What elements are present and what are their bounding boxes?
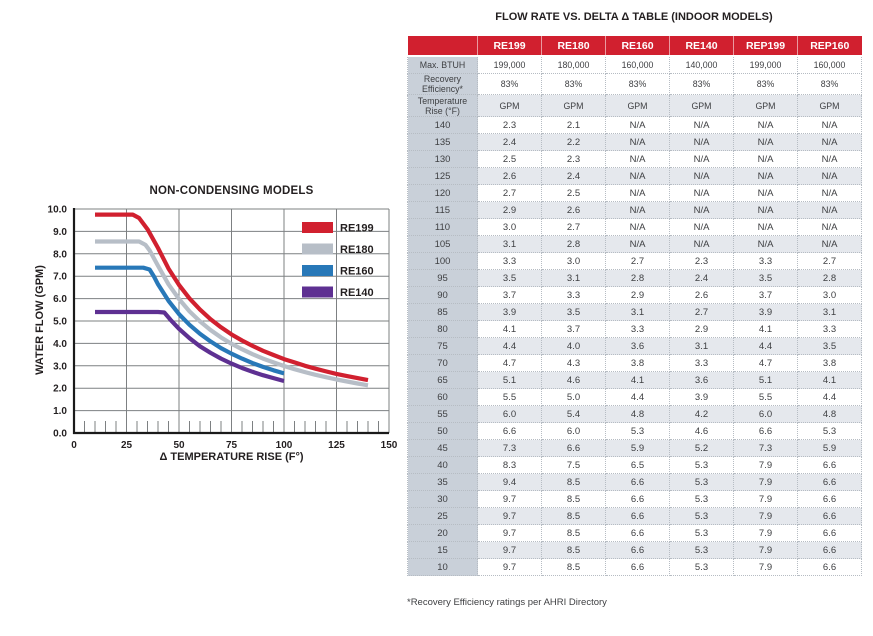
temperature-rise-label: 30 xyxy=(408,491,478,508)
table-row xyxy=(408,287,862,304)
y-tick-label: 0.0 xyxy=(53,428,67,440)
gpm-cell: 4.7 xyxy=(478,355,542,372)
gpm-cell: 8.3 xyxy=(478,457,542,474)
temperature-rise-label: 120 xyxy=(408,185,478,202)
gpm-cell: 9.4 xyxy=(478,474,542,491)
gpm-cell: N/A xyxy=(798,185,862,202)
temperature-rise-label: 75 xyxy=(408,338,478,355)
gpm-cell: 7.9 xyxy=(734,508,798,525)
gpm-cell: 7.9 xyxy=(734,474,798,491)
spec-row-label: Recovery Efficiency* xyxy=(408,74,478,95)
gpm-cell: N/A xyxy=(606,117,670,134)
flow-rate-table xyxy=(407,36,862,576)
y-tick-label: 8.0 xyxy=(53,249,67,261)
x-tick-label: 100 xyxy=(275,440,293,451)
gpm-cell: 7.3 xyxy=(734,440,798,457)
gpm-cell: 3.8 xyxy=(606,355,670,372)
table-row xyxy=(408,559,862,576)
gpm-cell: 3.9 xyxy=(734,304,798,321)
chart-title: NON-CONDENSING MODELS xyxy=(149,185,314,197)
gpm-cell: 7.9 xyxy=(734,559,798,576)
gpm-cell: N/A xyxy=(734,236,798,253)
gpm-cell: 3.3 xyxy=(606,321,670,338)
gpm-cell: N/A xyxy=(734,168,798,185)
gpm-cell: N/A xyxy=(670,168,734,185)
table-row xyxy=(408,474,862,491)
gpm-cell: 9.7 xyxy=(478,559,542,576)
gpm-cell: 3.3 xyxy=(542,287,606,304)
gpm-cell: 4.8 xyxy=(606,406,670,423)
gpm-cell: 6.0 xyxy=(734,406,798,423)
gpm-cell: N/A xyxy=(734,117,798,134)
spec-cell: 160,000 xyxy=(798,56,862,74)
gpm-cell: 6.6 xyxy=(798,457,862,474)
gpm-cell: 2.7 xyxy=(798,253,862,270)
gpm-cell: 4.1 xyxy=(606,372,670,389)
gpm-cell: 3.5 xyxy=(542,304,606,321)
spec-cell: 83% xyxy=(478,74,542,95)
spec-row xyxy=(408,56,862,74)
spec-cell: GPM xyxy=(734,95,798,117)
temperature-rise-label: 65 xyxy=(408,372,478,389)
gpm-cell: 6.0 xyxy=(542,423,606,440)
x-tick-label: 75 xyxy=(225,440,238,451)
gpm-cell: N/A xyxy=(670,134,734,151)
gpm-cell: 4.6 xyxy=(670,423,734,440)
gpm-cell: 3.9 xyxy=(670,389,734,406)
gpm-cell: 5.9 xyxy=(606,440,670,457)
gpm-cell: 3.1 xyxy=(478,236,542,253)
temperature-rise-label: 140 xyxy=(408,117,478,134)
spec-row-label: Max. BTUH xyxy=(408,56,478,74)
gpm-cell: N/A xyxy=(734,151,798,168)
gpm-cell: 2.9 xyxy=(606,287,670,304)
gpm-cell: 6.6 xyxy=(478,423,542,440)
table-row xyxy=(408,304,862,321)
gpm-cell: 2.7 xyxy=(606,253,670,270)
gpm-cell: 2.5 xyxy=(542,185,606,202)
gpm-cell: 2.5 xyxy=(478,151,542,168)
gpm-cell: 3.7 xyxy=(734,287,798,304)
gpm-cell: 6.6 xyxy=(606,474,670,491)
legend-swatch-re180 xyxy=(302,244,333,255)
gpm-cell: 6.6 xyxy=(798,508,862,525)
gpm-cell: N/A xyxy=(670,185,734,202)
gpm-cell: 2.8 xyxy=(606,270,670,287)
water-flow-line-chart xyxy=(0,180,430,470)
y-axis-label: WATER FLOW (GPM) xyxy=(34,265,46,375)
gpm-cell: N/A xyxy=(670,202,734,219)
gpm-cell: 8.5 xyxy=(542,542,606,559)
flow-rate-table-wrap xyxy=(407,36,861,576)
spec-cell: 83% xyxy=(734,74,798,95)
table-footnote: *Recovery Efficiency ratings per AHRI Directory xyxy=(407,597,607,608)
gpm-cell: 3.5 xyxy=(734,270,798,287)
table-row xyxy=(408,117,862,134)
temperature-rise-label: 125 xyxy=(408,168,478,185)
gpm-cell: N/A xyxy=(734,219,798,236)
gpm-cell: 3.0 xyxy=(542,253,606,270)
gpm-cell: 3.6 xyxy=(606,338,670,355)
gpm-cell: 7.9 xyxy=(734,457,798,474)
spec-cell: 140,000 xyxy=(670,56,734,74)
gpm-cell: N/A xyxy=(670,117,734,134)
gpm-cell: 2.4 xyxy=(670,270,734,287)
temperature-rise-label: 10 xyxy=(408,559,478,576)
gpm-cell: N/A xyxy=(798,117,862,134)
gpm-cell: 9.7 xyxy=(478,525,542,542)
gpm-cell: 5.3 xyxy=(798,423,862,440)
gpm-cell: 4.3 xyxy=(542,355,606,372)
spec-cell: GPM xyxy=(798,95,862,117)
gpm-cell: 6.6 xyxy=(734,423,798,440)
gpm-cell: 4.1 xyxy=(734,321,798,338)
gpm-cell: 3.8 xyxy=(798,355,862,372)
gpm-cell: 2.2 xyxy=(542,134,606,151)
gpm-cell: 6.6 xyxy=(542,440,606,457)
table-row xyxy=(408,168,862,185)
gpm-cell: 2.3 xyxy=(478,117,542,134)
gpm-cell: N/A xyxy=(606,168,670,185)
column-header: RE199 xyxy=(478,36,542,56)
gpm-cell: 5.0 xyxy=(542,389,606,406)
temperature-rise-label: 25 xyxy=(408,508,478,525)
gpm-cell: 2.3 xyxy=(542,151,606,168)
gpm-cell: 3.3 xyxy=(478,253,542,270)
temperature-rise-label: 115 xyxy=(408,202,478,219)
table-row xyxy=(408,457,862,474)
gpm-cell: 3.3 xyxy=(734,253,798,270)
table-row xyxy=(408,389,862,406)
legend-label-re140: RE140 xyxy=(340,287,374,299)
gpm-cell: 2.7 xyxy=(670,304,734,321)
gpm-cell: 6.6 xyxy=(606,525,670,542)
gpm-cell: N/A xyxy=(798,134,862,151)
gpm-cell: 5.1 xyxy=(478,372,542,389)
table-row xyxy=(408,202,862,219)
gpm-cell: 4.7 xyxy=(734,355,798,372)
temperature-rise-label: 40 xyxy=(408,457,478,474)
gpm-cell: 6.5 xyxy=(606,457,670,474)
temperature-rise-label: 45 xyxy=(408,440,478,457)
column-header: REP199 xyxy=(734,36,798,56)
table-row xyxy=(408,406,862,423)
y-tick-label: 1.0 xyxy=(53,406,67,418)
gpm-cell: 9.7 xyxy=(478,542,542,559)
gpm-cell: 6.6 xyxy=(798,542,862,559)
gpm-cell: 3.1 xyxy=(798,304,862,321)
gpm-cell: 7.9 xyxy=(734,491,798,508)
temperature-rise-label: 90 xyxy=(408,287,478,304)
gpm-cell: 6.6 xyxy=(798,491,862,508)
temperature-rise-label: 130 xyxy=(408,151,478,168)
gpm-cell: 7.9 xyxy=(734,542,798,559)
gpm-cell: N/A xyxy=(606,185,670,202)
gpm-cell: 9.7 xyxy=(478,491,542,508)
gpm-cell: N/A xyxy=(734,185,798,202)
gpm-cell: 5.3 xyxy=(670,457,734,474)
column-header: RE180 xyxy=(542,36,606,56)
temperature-rise-label: 55 xyxy=(408,406,478,423)
gpm-cell: 5.3 xyxy=(670,491,734,508)
gpm-cell: 6.6 xyxy=(606,559,670,576)
table-title: FLOW RATE VS. DELTA Δ TABLE (INDOOR MODELS) xyxy=(495,11,773,23)
temperature-rise-label: 85 xyxy=(408,304,478,321)
y-tick-label: 7.0 xyxy=(53,271,67,283)
x-tick-label: 25 xyxy=(120,440,133,451)
spec-cell: 83% xyxy=(606,74,670,95)
gpm-cell: 3.3 xyxy=(798,321,862,338)
gpm-cell: 4.1 xyxy=(478,321,542,338)
spec-cell: GPM xyxy=(542,95,606,117)
gpm-cell: N/A xyxy=(670,151,734,168)
temperature-rise-label: 35 xyxy=(408,474,478,491)
y-tick-label: 10.0 xyxy=(47,204,67,216)
table-row xyxy=(408,253,862,270)
gpm-cell: 7.9 xyxy=(734,525,798,542)
gpm-cell: 3.7 xyxy=(542,321,606,338)
gpm-cell: 3.1 xyxy=(542,270,606,287)
gpm-cell: 3.5 xyxy=(478,270,542,287)
gpm-cell: 4.8 xyxy=(798,406,862,423)
gpm-cell: 2.4 xyxy=(478,134,542,151)
gpm-cell: 5.2 xyxy=(670,440,734,457)
gpm-cell: 5.3 xyxy=(670,542,734,559)
gpm-cell: 3.1 xyxy=(670,338,734,355)
legend-label-re199: RE199 xyxy=(340,222,374,235)
gpm-cell: 6.6 xyxy=(798,474,862,491)
legend-label-re160: RE160 xyxy=(340,265,374,278)
spec-row xyxy=(408,74,862,95)
table-row xyxy=(408,508,862,525)
gpm-cell: 8.5 xyxy=(542,474,606,491)
x-axis-label: Δ TEMPERATURE RISE (F°) xyxy=(159,451,304,463)
gpm-cell: N/A xyxy=(606,202,670,219)
spec-cell: 180,000 xyxy=(542,56,606,74)
table-row xyxy=(408,423,862,440)
gpm-cell: 6.6 xyxy=(606,491,670,508)
table-row xyxy=(408,355,862,372)
legend-label-re180: RE180 xyxy=(340,244,374,256)
gpm-cell: 4.4 xyxy=(798,389,862,406)
gpm-cell: 3.1 xyxy=(606,304,670,321)
table-row xyxy=(408,542,862,559)
header-corner-cell xyxy=(408,36,478,56)
gpm-cell: 2.4 xyxy=(542,168,606,185)
y-tick-label: 6.0 xyxy=(53,294,67,306)
legend-swatch-re160 xyxy=(302,265,333,276)
temperature-rise-label: 95 xyxy=(408,270,478,287)
gpm-cell: 2.8 xyxy=(798,270,862,287)
table-header-row xyxy=(408,36,862,56)
table-row xyxy=(408,236,862,253)
gpm-cell: 4.2 xyxy=(670,406,734,423)
table-row xyxy=(408,219,862,236)
gpm-cell: 6.6 xyxy=(606,508,670,525)
gpm-cell: 2.7 xyxy=(542,219,606,236)
column-header: RE160 xyxy=(606,36,670,56)
table-row xyxy=(408,151,862,168)
spec-cell: 83% xyxy=(542,74,606,95)
x-tick-label: 150 xyxy=(380,440,398,451)
temperature-rise-label: 70 xyxy=(408,355,478,372)
gpm-cell: N/A xyxy=(798,236,862,253)
x-tick-label: 125 xyxy=(328,440,345,451)
gpm-cell: 8.5 xyxy=(542,559,606,576)
table-row xyxy=(408,185,862,202)
table-row xyxy=(408,270,862,287)
gpm-cell: 5.3 xyxy=(670,508,734,525)
temperature-rise-label: 60 xyxy=(408,389,478,406)
gpm-cell: 2.1 xyxy=(542,117,606,134)
x-tick-label: 0 xyxy=(71,440,77,451)
gpm-cell: 6.6 xyxy=(606,542,670,559)
gpm-cell: N/A xyxy=(798,151,862,168)
y-tick-label: 2.0 xyxy=(53,383,67,395)
gpm-cell: 4.1 xyxy=(798,372,862,389)
spec-row xyxy=(408,95,862,117)
y-tick-label: 9.0 xyxy=(53,226,67,238)
gpm-cell: 8.5 xyxy=(542,491,606,508)
gpm-cell: 5.1 xyxy=(734,372,798,389)
spec-cell: 83% xyxy=(798,74,862,95)
spec-cell: 199,000 xyxy=(478,56,542,74)
gpm-cell: 2.7 xyxy=(478,185,542,202)
gpm-cell: 5.4 xyxy=(542,406,606,423)
spec-cell: GPM xyxy=(478,95,542,117)
gpm-cell: 4.4 xyxy=(478,338,542,355)
gpm-cell: 9.7 xyxy=(478,508,542,525)
table-row xyxy=(408,440,862,457)
legend-swatch-re140 xyxy=(302,287,333,298)
temperature-rise-label: 50 xyxy=(408,423,478,440)
gpm-cell: 4.4 xyxy=(734,338,798,355)
gpm-cell: 6.0 xyxy=(478,406,542,423)
gpm-cell: N/A xyxy=(606,151,670,168)
temperature-rise-label: 105 xyxy=(408,236,478,253)
gpm-cell: 5.5 xyxy=(734,389,798,406)
spec-row-label: Temperature Rise (°F) xyxy=(408,95,478,117)
gpm-cell: N/A xyxy=(606,134,670,151)
gpm-cell: 5.5 xyxy=(478,389,542,406)
spec-cell: GPM xyxy=(606,95,670,117)
gpm-cell: 3.9 xyxy=(478,304,542,321)
gpm-cell: 3.5 xyxy=(798,338,862,355)
gpm-cell: 4.0 xyxy=(542,338,606,355)
spec-cell: GPM xyxy=(670,95,734,117)
table-row xyxy=(408,372,862,389)
gpm-cell: 2.9 xyxy=(670,321,734,338)
gpm-cell: 7.3 xyxy=(478,440,542,457)
temperature-rise-label: 15 xyxy=(408,542,478,559)
gpm-cell: 2.6 xyxy=(478,168,542,185)
gpm-cell: N/A xyxy=(734,202,798,219)
gpm-cell: N/A xyxy=(606,219,670,236)
legend-swatch-re199 xyxy=(302,222,333,233)
temperature-rise-label: 20 xyxy=(408,525,478,542)
gpm-cell: 2.6 xyxy=(670,287,734,304)
gpm-cell: 3.3 xyxy=(670,355,734,372)
gpm-cell: 3.0 xyxy=(798,287,862,304)
gpm-cell: 3.7 xyxy=(478,287,542,304)
gpm-cell: 6.6 xyxy=(798,559,862,576)
temperature-rise-label: 110 xyxy=(408,219,478,236)
gpm-cell: 3.6 xyxy=(670,372,734,389)
gpm-cell: 6.6 xyxy=(798,525,862,542)
gpm-cell: 2.3 xyxy=(670,253,734,270)
gpm-cell: 2.6 xyxy=(542,202,606,219)
gpm-cell: 4.6 xyxy=(542,372,606,389)
temperature-rise-label: 100 xyxy=(408,253,478,270)
table-row xyxy=(408,491,862,508)
gpm-cell: 5.3 xyxy=(670,559,734,576)
gpm-cell: 8.5 xyxy=(542,508,606,525)
gpm-cell: 2.8 xyxy=(542,236,606,253)
gpm-cell: N/A xyxy=(606,236,670,253)
spec-cell: 160,000 xyxy=(606,56,670,74)
gpm-cell: N/A xyxy=(670,219,734,236)
table-row xyxy=(408,134,862,151)
spec-cell: 199,000 xyxy=(734,56,798,74)
gpm-cell: 5.3 xyxy=(670,525,734,542)
gpm-cell: 8.5 xyxy=(542,525,606,542)
y-tick-label: 5.0 xyxy=(53,316,67,328)
gpm-cell: 5.3 xyxy=(670,474,734,491)
gpm-cell: 2.9 xyxy=(478,202,542,219)
gpm-cell: 4.4 xyxy=(606,389,670,406)
gpm-cell: N/A xyxy=(798,202,862,219)
temperature-rise-label: 135 xyxy=(408,134,478,151)
table-row xyxy=(408,338,862,355)
gpm-cell: N/A xyxy=(798,219,862,236)
table-row xyxy=(408,525,862,542)
x-tick-label: 50 xyxy=(173,440,185,451)
column-header: REP160 xyxy=(798,36,862,56)
gpm-cell: N/A xyxy=(670,236,734,253)
gpm-cell: 7.5 xyxy=(542,457,606,474)
temperature-rise-label: 80 xyxy=(408,321,478,338)
table-row xyxy=(408,321,862,338)
gpm-cell: 3.0 xyxy=(478,219,542,236)
spec-cell: 83% xyxy=(670,74,734,95)
gpm-cell: 5.3 xyxy=(606,423,670,440)
y-tick-label: 3.0 xyxy=(53,361,67,373)
gpm-cell: N/A xyxy=(798,168,862,185)
gpm-cell: N/A xyxy=(734,134,798,151)
y-tick-label: 4.0 xyxy=(53,338,67,350)
gpm-cell: 5.9 xyxy=(798,440,862,457)
column-header: RE140 xyxy=(670,36,734,56)
